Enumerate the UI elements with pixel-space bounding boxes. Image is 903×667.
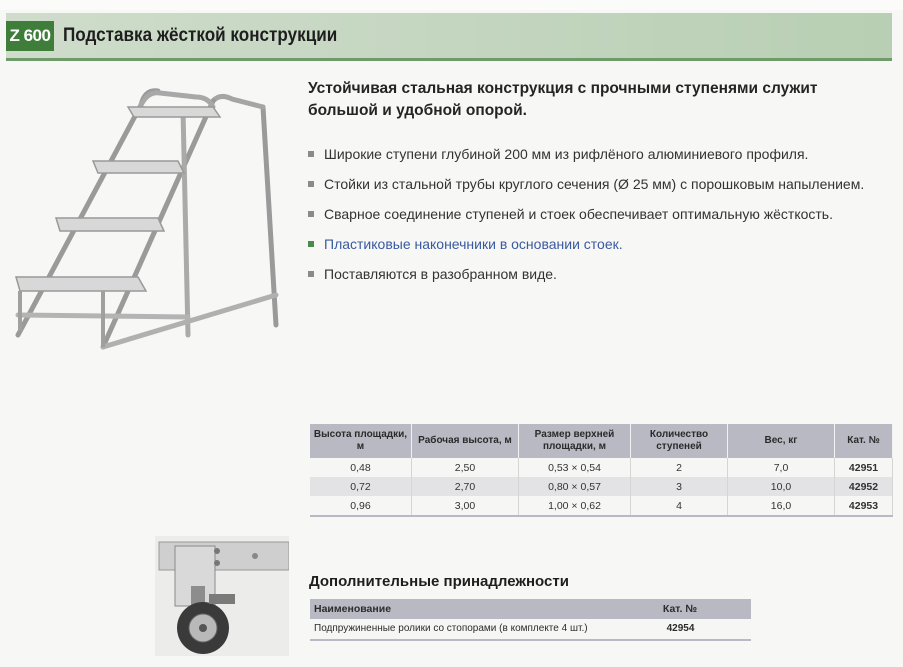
table-row xyxy=(310,477,893,496)
spec-table xyxy=(310,424,893,517)
list-item: Сварное соединение ступеней и стоек обеспечивает оптимальную жёсткость. xyxy=(308,205,883,224)
table-cell: 2,70 xyxy=(412,477,519,496)
col-name: Наименование xyxy=(310,599,610,619)
table-row xyxy=(310,619,751,640)
table-cell: 0,80 × 0,57 xyxy=(519,477,631,496)
catalog-number: 42951 xyxy=(835,458,893,477)
table-header-row xyxy=(310,599,751,619)
col-steps: Количество ступеней xyxy=(631,424,728,458)
bullet-icon xyxy=(308,181,314,187)
table-cell: 0,96 xyxy=(310,496,412,516)
top-strip xyxy=(0,0,903,10)
table-cell: Подпружиненные ролики со стопорами (в комплекте 4 шт.) xyxy=(310,619,610,640)
catalog-number: 42952 xyxy=(835,477,893,496)
catalog-number: 42954 xyxy=(610,619,751,640)
list-item: Пластиковые наконечники в основании стоек. xyxy=(308,235,883,254)
col-weight: Вес, кг xyxy=(728,424,835,458)
list-item: Поставляются в разобранном виде. xyxy=(308,265,883,284)
table-cell: 10,0 xyxy=(728,477,835,496)
caster-wheel-image xyxy=(155,536,289,656)
accessories-table xyxy=(310,599,751,641)
table-cell: 0,48 xyxy=(310,458,412,477)
section-title: Подставка жёсткой конструкции xyxy=(63,25,338,46)
accessories-title: Дополнительные принадлежности xyxy=(309,573,569,590)
table-cell: 3,00 xyxy=(412,496,519,516)
bullet-icon xyxy=(308,151,314,157)
table-header-row xyxy=(310,424,893,458)
list-item: Стойки из стальной трубы круглого сечения (Ø 25 мм) с порошковым напылением. xyxy=(308,175,883,194)
list-item: Широкие ступени глубиной 200 мм из рифлёного алюминиевого профиля. xyxy=(308,145,883,164)
intro-text: Устойчивая стальная конструкция с прочными ступенями служит большой и удобной опорой. xyxy=(308,80,818,119)
table-cell: 7,0 xyxy=(728,458,835,477)
col-catalog: Кат. № xyxy=(610,599,751,619)
bullet-icon xyxy=(308,271,314,277)
col-catalog: Кат. № xyxy=(835,424,893,458)
table-cell: 16,0 xyxy=(728,496,835,516)
bullet-icon xyxy=(308,211,314,217)
col-top-size: Размер верхней площадки, м xyxy=(519,424,631,458)
table-cell: 2,50 xyxy=(412,458,519,477)
table-row xyxy=(310,458,893,477)
bullet-icon xyxy=(308,241,314,247)
step-stand-image xyxy=(8,85,288,360)
catalog-number: 42953 xyxy=(835,496,893,516)
feature-list xyxy=(308,145,883,295)
table-cell: 0,53 × 0,54 xyxy=(519,458,631,477)
table-cell: 4 xyxy=(631,496,728,516)
table-row xyxy=(310,496,893,516)
table-cell: 0,72 xyxy=(310,477,412,496)
table-cell: 1,00 × 0,62 xyxy=(519,496,631,516)
col-working-height: Рабочая высота, м xyxy=(412,424,519,458)
table-cell: 2 xyxy=(631,458,728,477)
col-platform-height: Высота площадки, м xyxy=(310,424,412,458)
section-header xyxy=(6,13,892,61)
product-code-badge: Z 600 xyxy=(6,21,54,51)
table-cell: 3 xyxy=(631,477,728,496)
